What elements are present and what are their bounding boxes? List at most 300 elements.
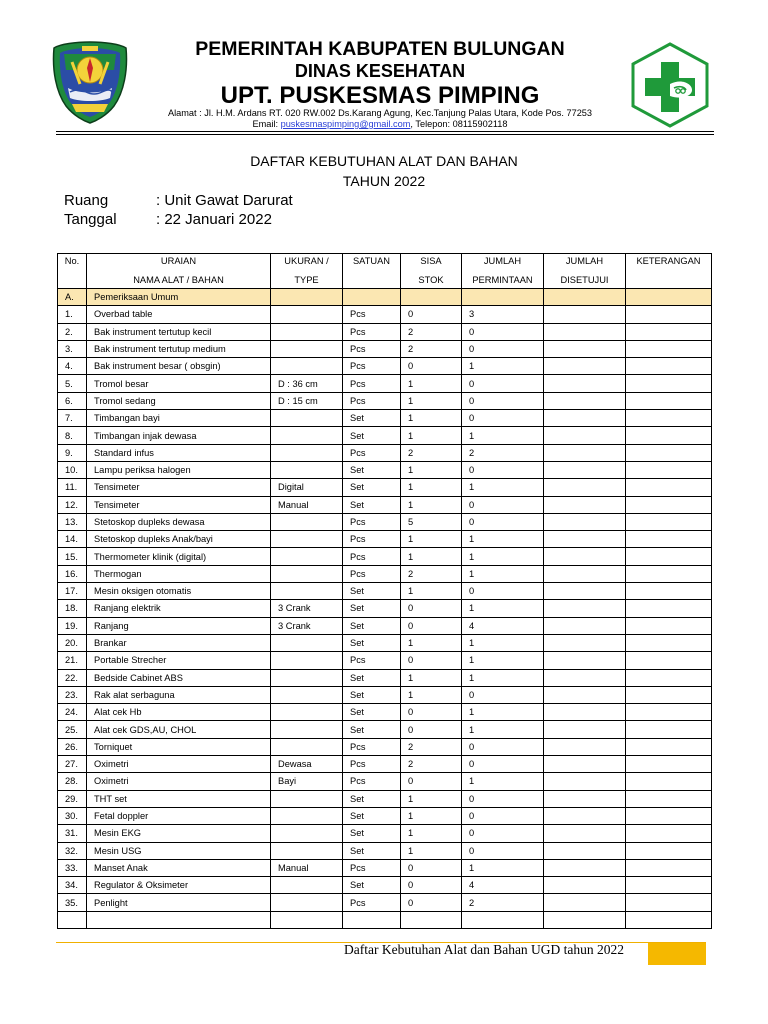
item-unit: Set: [343, 617, 401, 634]
item-notes: [626, 548, 712, 565]
header-row-bottom: [58, 272, 712, 289]
item-unit: Pcs: [343, 340, 401, 357]
item-notes: [626, 652, 712, 669]
item-approved: [544, 565, 626, 582]
item-approved: [544, 461, 626, 478]
item-unit: Pcs: [343, 548, 401, 565]
table-row: [58, 877, 712, 894]
table-row: [58, 375, 712, 392]
table-row: [58, 513, 712, 530]
footer-text: Daftar Kebutuhan Alat dan Bahan UGD tahun 2022: [344, 942, 625, 957]
empty-cell: [58, 911, 87, 928]
item-stock: 2: [401, 738, 462, 755]
item-type: [271, 790, 343, 807]
item-request: 1: [462, 704, 544, 721]
table-row: [58, 323, 712, 340]
item-unit: Set: [343, 496, 401, 513]
table-row: [58, 773, 712, 790]
item-name: Overbad table: [87, 306, 271, 323]
row-no: 32.: [58, 842, 87, 859]
row-no: 28.: [58, 773, 87, 790]
table-row: [58, 756, 712, 773]
row-no: 10.: [58, 461, 87, 478]
item-stock: 2: [401, 565, 462, 582]
item-approved: [544, 859, 626, 876]
item-approved: [544, 358, 626, 375]
bulungan-regency-emblem: [52, 40, 128, 124]
table-row: [58, 358, 712, 375]
item-type: [271, 323, 343, 340]
row-no: 27.: [58, 756, 87, 773]
empty-cell: [626, 911, 712, 928]
row-no: 30.: [58, 807, 87, 824]
table-row: [58, 600, 712, 617]
table-row: [58, 410, 712, 427]
email-label: Email:: [252, 119, 281, 129]
item-notes: [626, 686, 712, 703]
item-stock: 2: [401, 756, 462, 773]
item-request: 0: [462, 410, 544, 427]
table-row: [58, 669, 712, 686]
table-row: [58, 565, 712, 582]
item-notes: [626, 323, 712, 340]
item-approved: [544, 807, 626, 824]
item-stock: 2: [401, 340, 462, 357]
item-request: 0: [462, 323, 544, 340]
equipment-table: [57, 253, 712, 929]
table-row: [58, 583, 712, 600]
item-request: 1: [462, 531, 544, 548]
col-header-jumlah-permintaan: JUMLAH: [462, 254, 544, 273]
item-stock: 1: [401, 531, 462, 548]
item-request: 0: [462, 807, 544, 824]
item-request: 1: [462, 652, 544, 669]
item-type: [271, 721, 343, 738]
item-approved: [544, 340, 626, 357]
institution-name: UPT. PUSKESMAS PIMPING: [220, 82, 540, 109]
col-subheader-permintaan: PERMINTAAN: [462, 272, 544, 289]
item-type: 3 Crank: [271, 600, 343, 617]
item-stock: 1: [401, 427, 462, 444]
item-name: Oximetri: [87, 756, 271, 773]
item-notes: [626, 392, 712, 409]
row-no: 19.: [58, 617, 87, 634]
item-approved: [544, 738, 626, 755]
item-stock: 0: [401, 859, 462, 876]
item-stock: 0: [401, 721, 462, 738]
item-stock: 0: [401, 358, 462, 375]
item-type: [271, 669, 343, 686]
item-unit: Set: [343, 790, 401, 807]
item-stock: 0: [401, 306, 462, 323]
col-subheader-nama-alat: NAMA ALAT / BAHAN: [87, 272, 271, 289]
item-type: [271, 427, 343, 444]
item-unit: Pcs: [343, 894, 401, 911]
table-row: [58, 790, 712, 807]
item-request: 3: [462, 306, 544, 323]
row-no: 17.: [58, 583, 87, 600]
col-subheader-stok: STOK: [401, 272, 462, 289]
item-approved: [544, 427, 626, 444]
item-type: [271, 548, 343, 565]
row-no: 24.: [58, 704, 87, 721]
item-unit: Set: [343, 704, 401, 721]
item-name: Thermometer klinik (digital): [87, 548, 271, 565]
item-approved: [544, 721, 626, 738]
row-no: 20.: [58, 634, 87, 651]
item-name: Thermogan: [87, 565, 271, 582]
item-request: 1: [462, 358, 544, 375]
col-subheader-disetujui: DISETUJUI: [544, 272, 626, 289]
item-approved: [544, 652, 626, 669]
item-notes: [626, 461, 712, 478]
table-row: [58, 392, 712, 409]
cell: [462, 289, 544, 306]
item-stock: 1: [401, 807, 462, 824]
item-request: 1: [462, 427, 544, 444]
item-unit: Set: [343, 600, 401, 617]
item-stock: 1: [401, 790, 462, 807]
table-row: [58, 548, 712, 565]
document-year: TAHUN 2022: [342, 173, 426, 189]
item-stock: 1: [401, 686, 462, 703]
item-notes: [626, 479, 712, 496]
empty-cell: [343, 911, 401, 928]
row-no: 4.: [58, 358, 87, 375]
item-request: 0: [462, 513, 544, 530]
item-request: 0: [462, 496, 544, 513]
table-row: [58, 531, 712, 548]
item-request: 0: [462, 461, 544, 478]
row-no: 23.: [58, 686, 87, 703]
item-name: Ranjang elektrik: [87, 600, 271, 617]
empty-cell: [87, 911, 271, 928]
table-row: [58, 652, 712, 669]
item-approved: [544, 877, 626, 894]
item-unit: Set: [343, 583, 401, 600]
footer-accent-box: [648, 943, 706, 965]
item-unit: Pcs: [343, 306, 401, 323]
item-approved: [544, 410, 626, 427]
item-type: [271, 461, 343, 478]
item-approved: [544, 617, 626, 634]
item-name: Tromol besar: [87, 375, 271, 392]
item-request: 1: [462, 859, 544, 876]
col-subheader-no: [58, 272, 87, 289]
item-type: [271, 842, 343, 859]
row-no: 21.: [58, 652, 87, 669]
item-notes: [626, 859, 712, 876]
item-type: [271, 894, 343, 911]
row-no: 35.: [58, 894, 87, 911]
col-header-no: No.: [58, 254, 87, 273]
item-notes: [626, 513, 712, 530]
item-notes: [626, 496, 712, 513]
table-row: [58, 825, 712, 842]
item-name: Mesin oksigen otomatis: [87, 583, 271, 600]
item-unit: Set: [343, 479, 401, 496]
table-row: [58, 894, 712, 911]
item-name: Alat cek GDS,AU, CHOL: [87, 721, 271, 738]
item-request: 1: [462, 773, 544, 790]
row-no: 6.: [58, 392, 87, 409]
item-unit: Pcs: [343, 565, 401, 582]
item-stock: 0: [401, 773, 462, 790]
item-request: 0: [462, 686, 544, 703]
empty-cell: [401, 911, 462, 928]
empty-row: [58, 911, 712, 928]
item-unit: Pcs: [343, 323, 401, 340]
item-unit: Set: [343, 721, 401, 738]
item-stock: 1: [401, 842, 462, 859]
item-notes: [626, 790, 712, 807]
header-divider-thin: [56, 134, 714, 135]
cell: [401, 289, 462, 306]
item-notes: [626, 358, 712, 375]
item-stock: 1: [401, 548, 462, 565]
item-name: Alat cek Hb: [87, 704, 271, 721]
item-request: 4: [462, 877, 544, 894]
item-unit: Pcs: [343, 444, 401, 461]
cell: [626, 289, 712, 306]
contact-line: [120, 119, 640, 129]
item-name: Bak instrument tertutup medium: [87, 340, 271, 357]
item-stock: 0: [401, 894, 462, 911]
row-no: 18.: [58, 600, 87, 617]
item-stock: 5: [401, 513, 462, 530]
item-name: Bak instrument tertutup kecil: [87, 323, 271, 340]
header-divider-thick: [56, 131, 714, 132]
item-stock: 1: [401, 634, 462, 651]
table-row: [58, 738, 712, 755]
item-approved: [544, 583, 626, 600]
item-stock: 1: [401, 825, 462, 842]
item-name: Tromol sedang: [87, 392, 271, 409]
item-type: [271, 531, 343, 548]
empty-cell: [271, 911, 343, 928]
item-name: Timbangan injak dewasa: [87, 427, 271, 444]
item-type: [271, 444, 343, 461]
item-type: 3 Crank: [271, 617, 343, 634]
col-header-ukuran: UKURAN /: [271, 254, 343, 273]
item-stock: 1: [401, 479, 462, 496]
item-type: [271, 652, 343, 669]
item-request: 0: [462, 375, 544, 392]
item-type: [271, 704, 343, 721]
item-type: [271, 686, 343, 703]
row-no: 31.: [58, 825, 87, 842]
item-notes: [626, 375, 712, 392]
item-name: Ranjang: [87, 617, 271, 634]
item-name: Torniquet: [87, 738, 271, 755]
item-name: Rak alat serbaguna: [87, 686, 271, 703]
item-request: 0: [462, 340, 544, 357]
item-name: Penlight: [87, 894, 271, 911]
row-no: 3.: [58, 340, 87, 357]
item-unit: Pcs: [343, 531, 401, 548]
item-name: Standard infus: [87, 444, 271, 461]
table-row: [58, 306, 712, 323]
item-name: Lampu periksa halogen: [87, 461, 271, 478]
item-stock: 1: [401, 583, 462, 600]
item-unit: Set: [343, 634, 401, 651]
item-stock: 2: [401, 444, 462, 461]
item-stock: 1: [401, 392, 462, 409]
item-request: 0: [462, 583, 544, 600]
row-no: 22.: [58, 669, 87, 686]
item-request: 1: [462, 669, 544, 686]
item-approved: [544, 496, 626, 513]
empty-cell: [544, 911, 626, 928]
item-notes: [626, 617, 712, 634]
department-name: DINAS KESEHATAN: [294, 61, 466, 81]
row-no: 5.: [58, 375, 87, 392]
address: Alamat : Jl. H.M. Ardans RT. 020 RW.002 Ds.Karang Agung, Kec.Tanjung Palas Utara, Kode Pos. 77253: [167, 108, 593, 118]
item-notes: [626, 306, 712, 323]
email-link[interactable]: puskesmaspimping@gmail.com: [280, 119, 411, 129]
item-notes: [626, 634, 712, 651]
item-type: Manual: [271, 859, 343, 876]
item-stock: 1: [401, 410, 462, 427]
item-notes: [626, 773, 712, 790]
item-name: Mesin USG: [87, 842, 271, 859]
item-request: 1: [462, 634, 544, 651]
item-approved: [544, 686, 626, 703]
item-unit: Set: [343, 877, 401, 894]
item-type: Digital: [271, 479, 343, 496]
item-stock: 1: [401, 461, 462, 478]
item-approved: [544, 444, 626, 461]
item-notes: [626, 669, 712, 686]
item-unit: Pcs: [343, 652, 401, 669]
item-approved: [544, 531, 626, 548]
row-no: 7.: [58, 410, 87, 427]
col-header-jumlah-disetujui: JUMLAH: [544, 254, 626, 273]
date-value: : 22 Januari 2022: [156, 211, 272, 228]
row-no: 14.: [58, 531, 87, 548]
item-stock: 1: [401, 496, 462, 513]
item-request: 0: [462, 825, 544, 842]
item-unit: Pcs: [343, 859, 401, 876]
item-type: Dewasa: [271, 756, 343, 773]
item-name: Bedside Cabinet ABS: [87, 669, 271, 686]
item-approved: [544, 392, 626, 409]
table-row: [58, 461, 712, 478]
item-name: Bak instrument besar ( obsgin): [87, 358, 271, 375]
table-row: [58, 617, 712, 634]
item-type: [271, 513, 343, 530]
cell: [271, 289, 343, 306]
row-no: 9.: [58, 444, 87, 461]
section-no: A.: [58, 289, 87, 306]
table-row: [58, 721, 712, 738]
item-unit: Set: [343, 410, 401, 427]
item-unit: Set: [343, 807, 401, 824]
item-request: 0: [462, 738, 544, 755]
item-notes: [626, 600, 712, 617]
col-subheader-keterangan: [626, 272, 712, 289]
item-notes: [626, 738, 712, 755]
item-stock: 2: [401, 323, 462, 340]
item-approved: [544, 375, 626, 392]
item-type: [271, 358, 343, 375]
table-row: [58, 496, 712, 513]
item-notes: [626, 583, 712, 600]
item-stock: 1: [401, 375, 462, 392]
item-approved: [544, 704, 626, 721]
item-approved: [544, 669, 626, 686]
item-request: 2: [462, 894, 544, 911]
item-approved: [544, 479, 626, 496]
col-header-sisa: SISA: [401, 254, 462, 273]
item-unit: Set: [343, 686, 401, 703]
item-stock: 0: [401, 600, 462, 617]
item-type: [271, 825, 343, 842]
cell: [343, 289, 401, 306]
item-stock: 0: [401, 652, 462, 669]
item-request: 2: [462, 444, 544, 461]
item-stock: 0: [401, 877, 462, 894]
col-header-uraian: URAIAN: [87, 254, 271, 273]
item-name: Timbangan bayi: [87, 410, 271, 427]
item-request: 0: [462, 756, 544, 773]
item-type: [271, 410, 343, 427]
item-notes: [626, 704, 712, 721]
phone-text: , Telepon: 08115902118: [410, 119, 508, 129]
room-label: Ruang: [64, 192, 109, 209]
row-no: 13.: [58, 513, 87, 530]
item-notes: [626, 721, 712, 738]
table-row: [58, 807, 712, 824]
row-no: 11.: [58, 479, 87, 496]
item-approved: [544, 600, 626, 617]
item-stock: 0: [401, 617, 462, 634]
row-no: 26.: [58, 738, 87, 755]
item-notes: [626, 756, 712, 773]
table-row: [58, 842, 712, 859]
item-request: 1: [462, 721, 544, 738]
item-stock: 0: [401, 704, 462, 721]
item-type: [271, 738, 343, 755]
item-name: Stetoskop dupleks dewasa: [87, 513, 271, 530]
item-name: Fetal doppler: [87, 807, 271, 824]
item-approved: [544, 825, 626, 842]
item-unit: Set: [343, 669, 401, 686]
item-unit: Pcs: [343, 392, 401, 409]
date-field: [64, 211, 272, 228]
item-name: Brankar: [87, 634, 271, 651]
cell: [544, 289, 626, 306]
item-request: 0: [462, 842, 544, 859]
empty-cell: [462, 911, 544, 928]
item-unit: Set: [343, 461, 401, 478]
item-approved: [544, 306, 626, 323]
item-unit: Pcs: [343, 375, 401, 392]
item-name: Manset Anak: [87, 859, 271, 876]
item-approved: [544, 790, 626, 807]
item-name: Tensimeter: [87, 496, 271, 513]
item-name: Oximetri: [87, 773, 271, 790]
row-no: 12.: [58, 496, 87, 513]
row-no: 8.: [58, 427, 87, 444]
item-approved: [544, 513, 626, 530]
item-notes: [626, 807, 712, 824]
item-request: 4: [462, 617, 544, 634]
room-value: : Unit Gawat Darurat: [156, 192, 293, 209]
item-unit: Pcs: [343, 358, 401, 375]
item-name: Mesin EKG: [87, 825, 271, 842]
item-unit: Set: [343, 842, 401, 859]
